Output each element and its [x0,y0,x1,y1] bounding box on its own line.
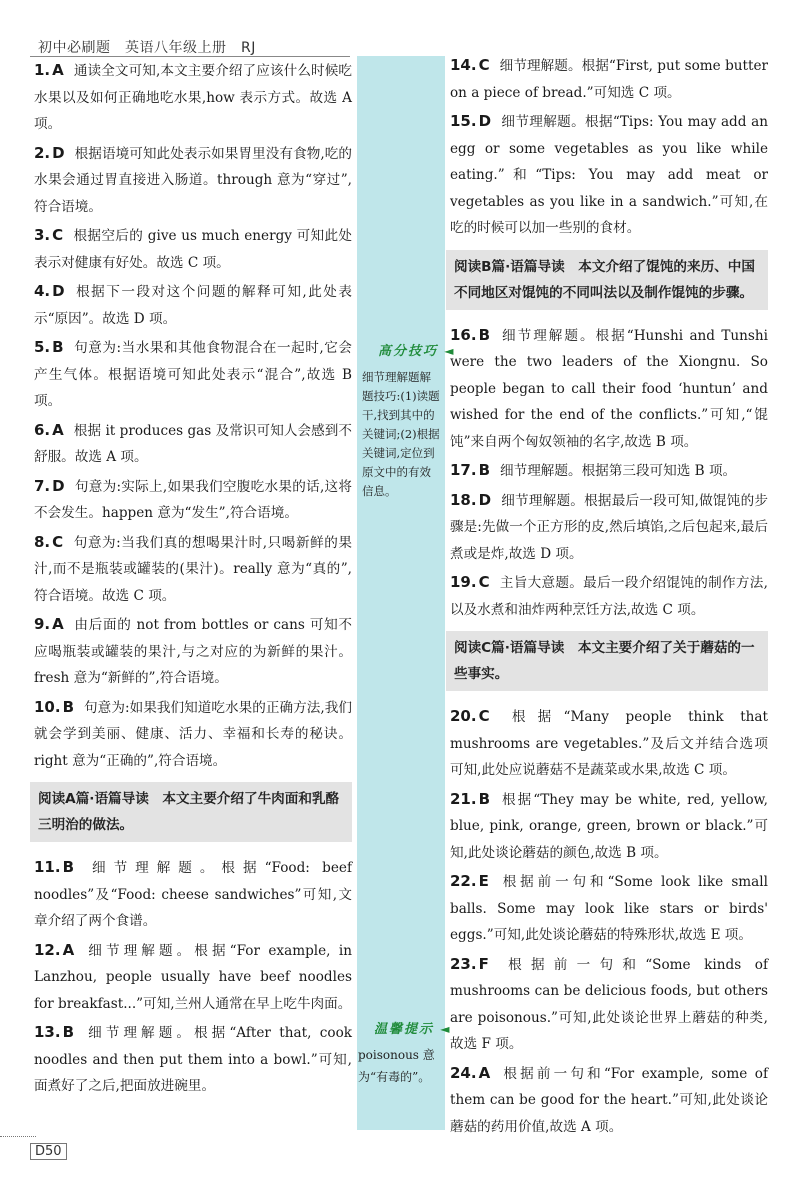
question-number: 18. [450,490,477,509]
question-number: 10. [34,697,61,716]
question-number: 4. [34,282,51,300]
answer-letter: C [52,226,64,244]
explanation-text: 根据语境可知此处表示如果胃里没有食物,吃的水果会通过胃直接进入肠道。through 意为“穿过”,符合语境。 [34,145,352,215]
reading-b-guide: 阅读B篇·语篇导读 本文介绍了馄饨的来历、中国不同地区对馄饨的不同叫法以及制作馄饨的步骤。 [446,250,768,310]
answer-letter: D [478,112,492,130]
explanation-text: 由后面的 not from bottles or cans 可知不应喝瓶装或罐装的果汁,与之对应的为新鲜的果汁。fresh 意为“新鲜的”,符合语境。 [34,617,352,686]
answer-item [34,57,352,138]
question-number: 3. [34,226,51,244]
explanation-text: 根据 it produces gas 及常识可知人会感到不舒服。故选 A 项。 [34,422,352,465]
answer-item [34,529,352,610]
answer-letter: A [62,940,75,959]
answer-letter: F [478,954,489,973]
answer-item [450,868,768,949]
answer-item [34,278,352,332]
question-number: 9. [34,615,51,633]
left-column [34,57,352,1102]
explanation-text: 通读全文可知,本文主要介绍了应该什么时候吃水果以及如何正确地吃水果,how 表示方式。故选 A 项。 [34,63,352,132]
explanation-text: 主旨大意题。最后一段介绍馄饨的制作方法,以及水煮和油炸两种烹饪方法,故选 C 项。 [450,575,768,618]
explanation-text: 句意为:实际上,如果我们空腹吃水果的话,这将不会发生。happen 意为“发生”,符合语境。 [34,478,352,521]
footer-divider [0,1136,36,1137]
answer-letter: B [52,338,64,356]
explanation-text: 细节理解题。根据“For example, in Lanzhou, people usually have beef noodles for breakfast...”可知,兰州人通常在早上吃牛肉面。 [34,942,352,1012]
answer-list-20-24 [450,703,768,1140]
question-number: 24. [450,1063,477,1082]
explanation-text: 细节理解题。根据最后一段可知,做馄饨的步骤是:先做一个正方形的皮,然后填馅,之后包起来,最后煮或是炸,故选 D 项。 [450,492,768,562]
answer-item [34,937,352,1018]
answer-item [34,1019,352,1100]
question-number: 11. [34,858,61,876]
question-number: 2. [34,143,51,162]
explanation-text: 细节理解题。根据“First, put some butter on a piece of bread.”可知选 C 项。 [450,58,768,101]
answer-item [34,334,352,415]
explanation-text: 根据前一句和“For example, some of them can be good for the heart.”可知,此处谈论蘑菇的药用价值,故选 A 项。 [450,1065,768,1135]
reading-c-guide: 阅读C篇·语篇导读 本文主要介绍了关于蘑菇的一些事实。 [446,631,768,691]
answer-item [450,108,768,242]
question-number: 14. [450,56,477,74]
page-header: 初中必刷题 英语八年级上册 RJ [38,40,256,56]
explanation-text: 句意为:如果我们知道吃水果的正确方法,我们就会学到美丽、健康、活力、幸福和长寿的秘诀。right 意为“正确的”,符合语境。 [34,699,352,769]
explanation-text: 细节理解题。根据第三段可知选 B 项。 [500,463,737,479]
question-number: 19. [450,573,477,591]
answer-letter: B [478,789,491,808]
question-number: 6. [34,420,51,439]
answer-letter: E [478,872,489,890]
question-number: 15. [450,112,477,130]
answer-letter: C [52,532,64,551]
answer-letter: D [52,143,65,162]
question-number: 7. [34,476,51,495]
answer-item [450,703,768,784]
arrow-left-icon: ◄ [434,1022,452,1036]
explanation-text: 根据下一段对这个问题的解释可知,此处表示“原因”。故选 D 项。 [34,284,352,327]
answer-letter: A [52,615,64,633]
answer-letter: C [478,707,490,725]
answer-item [450,951,768,1058]
explanation-text: 细节理解题。根据“After that, cook noodles and then put them into a bowl.”可知,面煮好了之后,把面放进碗里。 [34,1025,352,1094]
question-number: 21. [450,789,477,808]
explanation-text: 根据“They may be white, red, yellow, blue, pink, orange, green, brown or black.”可知,此处谈论蘑菇的颜色,故选 B 项。 [450,791,768,861]
answer-letter: B [62,1023,75,1041]
question-number: 12. [34,940,61,959]
answer-letter: B [62,858,75,876]
answer-item [450,569,768,623]
question-number: 17. [450,461,477,479]
answer-letter: D [52,282,65,300]
answer-item [450,786,768,867]
answer-list-14-15 [450,52,768,242]
question-number: 5. [34,338,51,356]
margin-notes-strip [357,56,445,1130]
answer-item [34,694,352,775]
answer-item [34,854,352,935]
answer-item [450,487,768,568]
arrow-left-icon: ◄ [438,344,456,358]
tip-high-score-heading [378,340,455,359]
explanation-text: 根据前一句和“Some kinds of mushrooms can be delicious foods, but others are poisonous.”可知,此处谈论世界上蘑菇的种类,故选 F 项。 [450,956,768,1052]
answer-letter: A [52,61,64,79]
explanation-text: 根据“Many people think that mushrooms are vegetables.”及后文并结合选项可知,此处应说蘑菇不是蔬菜或水果,故选 C 项。 [450,709,768,778]
answer-item [34,417,352,471]
answer-item [450,1060,768,1141]
question-number: 1. [34,61,51,79]
tip-reminder-heading [374,1018,451,1037]
question-number: 20. [450,707,477,725]
page-number: D50 [30,1143,67,1160]
answer-list-1-10 [34,57,352,774]
tip-reminder-title: 温馨提示 [374,1022,435,1037]
question-number: 23. [450,954,477,973]
answer-item [34,222,352,276]
answer-item [450,52,768,106]
tip-high-score-title: 高分技巧 [378,344,439,359]
explanation-text: 句意为:当我们真的想喝果汁时,只喝新鲜的果汁,而不是瓶装或罐装的(果汁)。really 意为“真的”,符合语境。故选 C 项。 [34,534,352,604]
answer-letter: A [478,1063,491,1082]
explanation-text: 细节理解题。根据“Tips: You may add an egg or some vegetables as you like while eating.”和“Tips: You may add meat or vegetables as you like in a sandwich.”可知,在吃的时候可以加一些别的食材。 [450,114,768,236]
explanation-text: 根据前一句和“Some look like small balls. Some may look like stars or birds' eggs.”可知,此处谈论蘑菇的特殊形状,故选 E 项。 [450,874,768,943]
answer-item [34,140,352,221]
answer-letter: D [478,490,492,509]
question-number: 13. [34,1023,61,1041]
answer-letter: C [478,573,490,591]
explanation-text: 句意为:当水果和其他食物混合在一起时,它会产生气体。根据语境可知此处表示“混合”,故选 B 项。 [34,340,352,409]
answer-item [34,611,352,692]
answer-list-11-13 [34,854,352,1100]
answer-item [34,473,352,527]
answer-letter: D [52,476,65,495]
explanation-text: 根据空后的 give us much energy 可知此处表示对健康有好处。故选 C 项。 [34,228,352,271]
question-number: 22. [450,872,477,890]
answer-item [450,322,768,456]
answer-letter: A [52,420,64,439]
answer-letter: B [62,697,75,716]
tip-high-score-body: 细节理解题解题技巧:(1)读题干,找到其中的关键词;(2)根据关键词,定位到原文中的有效信息。 [362,370,440,498]
reading-a-guide: 阅读A篇·语篇导读 本文主要介绍了牛肉面和乳酪三明治的做法。 [30,782,352,842]
answer-item [450,457,768,485]
tip-reminder-body: poisonous 意为“有毒的”。 [358,1048,435,1084]
answer-letter: B [478,325,491,344]
right-column [450,52,768,1142]
answer-list-16-19 [450,322,768,624]
question-number: 8. [34,532,51,551]
explanation-text: 细节理解题。根据“Food: beef noodles”及“Food: cheese sandwiches”可知,文章介绍了两个食谱。 [34,860,352,929]
answer-letter: C [478,56,490,74]
explanation-text: 细节理解题。根据“Hunshi and Tunshi were the two leaders of the Xiongnu. So people began to call their food ‘huntun’ and wished for the end of the conflicts.”可知,“馄饨”来自两个匈奴领袖的名字,故选 B 项。 [450,327,768,450]
answer-letter: B [478,461,491,479]
question-number: 16. [450,325,477,344]
